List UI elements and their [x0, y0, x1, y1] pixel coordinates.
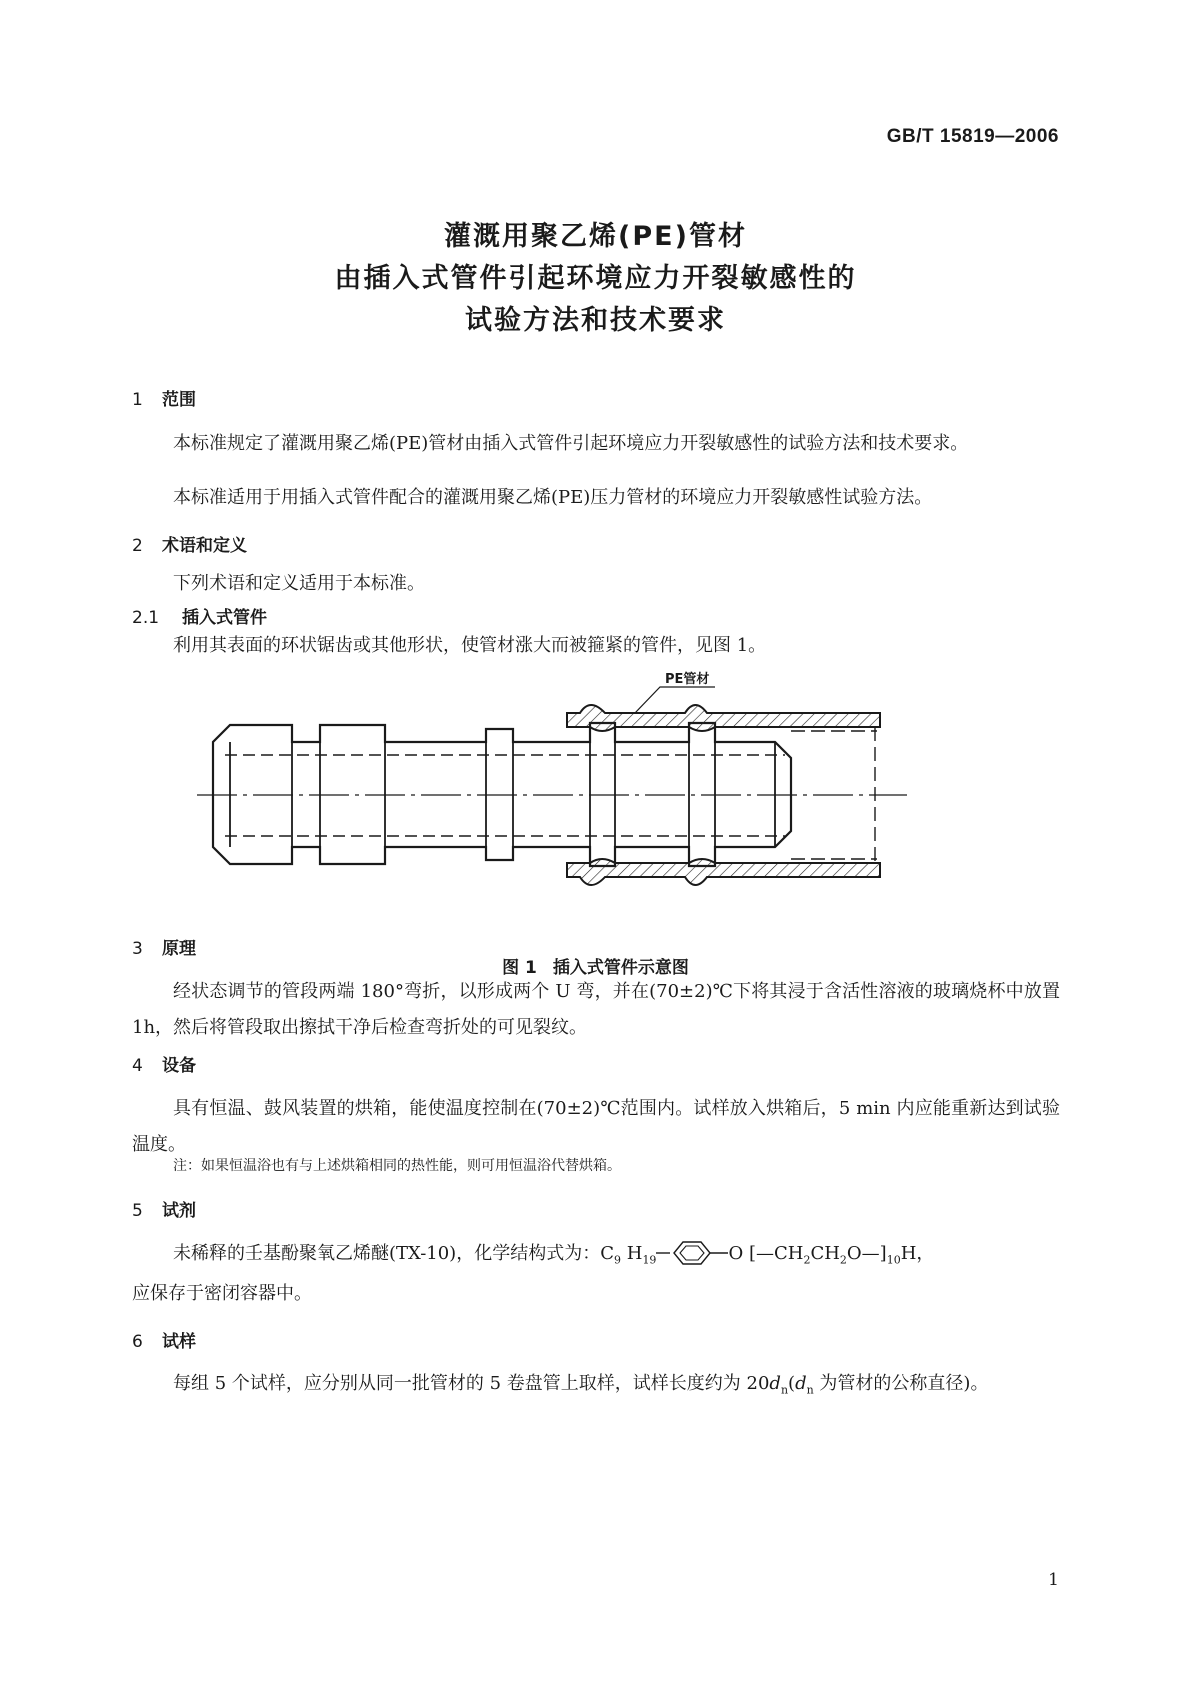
- chemical-formula: $C_9$ $H_{19}$ O $[—CH_2CH_2O—]_{10}H$，: [600, 1243, 934, 1264]
- title-line-3: 试验方法和技术要求: [465, 305, 726, 336]
- section-number: 5: [132, 1201, 143, 1221]
- section-5-heading: [132, 1196, 196, 1221]
- section-number: 2.1: [132, 608, 160, 628]
- section-2-paragraph: 下列术语和定义适用于本标准。: [173, 573, 425, 594]
- section-1-paragraph-2: 本标准适用于用插入式管件配合的灌溉用聚乙烯(PE)压力管材的环境应力开裂敏感性试验方法。: [173, 487, 933, 508]
- section-2-heading: [132, 531, 247, 556]
- section-2-1-paragraph: 利用其表面的环状锯齿或其他形状，使管材涨大而被箍紧的管件，见图 1。: [173, 635, 767, 656]
- section-2-1-heading: [132, 603, 267, 628]
- section-number: 4: [132, 1056, 143, 1076]
- section-4-heading: [132, 1051, 196, 1076]
- benzene-ring-icon: [656, 1240, 728, 1266]
- section-3-paragraph: 经状态调节的管段两端 180°弯折，以形成两个 U 弯，并在(70±2)℃下将其浸于含活性溶液的玻璃烧杯中放置 1h，然后将管段取出擦拭干净后检查弯折处的可见裂纹。: [132, 981, 1060, 1038]
- section-1-paragraph-1: 本标准规定了灌溉用聚乙烯(PE)管材由插入式管件引起环境应力开裂敏感性的试验方法和技术要求。: [173, 433, 969, 454]
- section-5-paragraph-2: 应保存于密闭容器中。: [132, 1283, 312, 1304]
- section-title: 术语和定义: [162, 536, 247, 556]
- caption-text: 插入式管件示意图: [552, 958, 689, 978]
- section-6-paragraph: 每组 5 个试样，应分别从同一批管材的 5 卷盘管上取样，试样长度约为 $20d_n(d_n$ 为管材的公称直径)。: [173, 1373, 989, 1397]
- title-line-1: 灌溉用聚乙烯(PE)管材: [444, 221, 747, 252]
- section-title: 设备: [162, 1056, 196, 1076]
- figure-1-diagram: [195, 665, 915, 945]
- pe-pipe-bottom-wall: [567, 859, 880, 885]
- section-5-paragraph: [132, 1236, 1060, 1279]
- section-number: 2: [132, 536, 143, 556]
- section-1-heading: [132, 385, 196, 410]
- section-number: 6: [132, 1332, 143, 1352]
- standard-number: GB/T 15819—2006: [886, 126, 1059, 147]
- section-number: 1: [132, 390, 143, 410]
- caption-number: 图 1: [502, 958, 537, 978]
- section-title: 原理: [162, 939, 196, 959]
- section-title: 插入式管件: [182, 608, 267, 628]
- section-3-heading: [132, 934, 196, 959]
- section-4-paragraph: 具有恒温、鼓风装置的烘箱，能使温度控制在(70±2)℃范围内。试样放入烘箱后，5 min 内应能重新达到试验温度。: [132, 1098, 1060, 1155]
- section-title: 范围: [162, 390, 196, 410]
- section-4-note: 注：如果恒温浴也有与上述烘箱相同的热性能，则可用恒温浴代替烘箱。: [173, 1158, 621, 1174]
- pe-pipe-label: PE管材: [665, 672, 710, 687]
- page-number: 1: [1048, 1570, 1059, 1590]
- section-title: 试样: [162, 1332, 196, 1352]
- section-title: 试剂: [162, 1201, 196, 1221]
- pe-pipe-top-wall: [567, 705, 880, 731]
- reagent-text: 未稀释的壬基酚聚氧乙烯醚(TX-10)，化学结构式为：: [173, 1243, 601, 1264]
- section-number: 3: [132, 939, 143, 959]
- title-line-2: 由插入式管件引起环境应力开裂敏感性的: [334, 263, 857, 294]
- section-6-heading: [132, 1327, 196, 1352]
